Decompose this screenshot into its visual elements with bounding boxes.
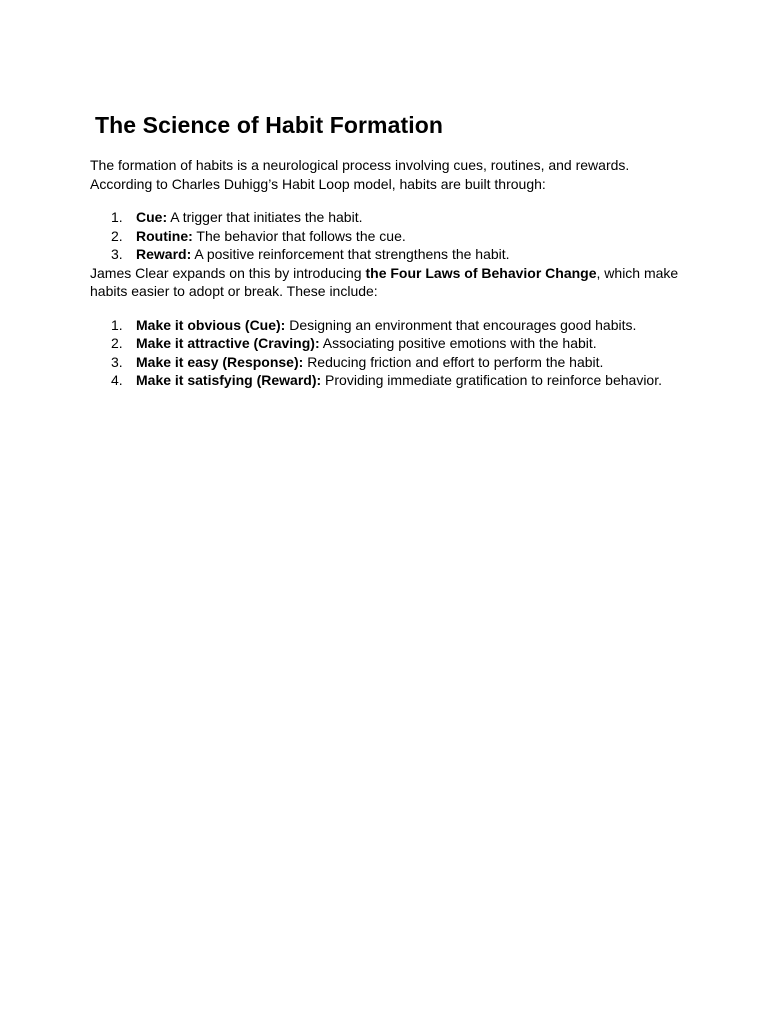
document-title: The Science of Habit Formation	[95, 112, 444, 138]
para2-bold-phrase: the Four Laws of Behavior Change	[365, 264, 597, 281]
list-number: 2.	[111, 227, 123, 244]
list-number: 2.	[111, 335, 123, 351]
list-item	[90, 334, 690, 353]
list-item	[90, 208, 690, 227]
document-page	[90, 108, 690, 390]
list-description: Providing immediate gratification to reinforce behavior.	[325, 372, 662, 388]
list-number: 1.	[111, 316, 123, 333]
list-description: Designing an environment that encourages good habits.	[289, 316, 637, 333]
list-term: Routine:	[136, 227, 193, 244]
list-description: A trigger that initiates the habit.	[170, 209, 363, 225]
para2-before: James Clear expands on this by introducing	[90, 264, 366, 281]
list-description: A positive reinforcement that strengthens the habit.	[194, 246, 510, 262]
four-laws-paragraph	[90, 264, 690, 301]
intro-line-2: According to Charles Duhigg’s Habit Loop model, habits are built through:	[90, 175, 546, 192]
para2-line-2: habits easier to adopt or break. These include:	[90, 283, 378, 299]
four-laws-list	[90, 316, 690, 390]
list-item	[90, 371, 690, 390]
intro-line-1: The formation of habits is a neurological process involving cues, routines, and rewards.	[90, 157, 630, 173]
list-item	[90, 316, 690, 335]
list-description: Reducing friction and effort to perform the habit.	[307, 353, 604, 370]
habit-loop-list	[90, 208, 690, 264]
list-number: 3.	[111, 353, 123, 370]
intro-paragraph	[90, 156, 690, 193]
list-description: The behavior that follows the cue.	[196, 227, 406, 244]
para2-after: , which make	[596, 264, 679, 281]
list-item	[90, 227, 690, 246]
list-number: 1.	[111, 209, 123, 225]
list-description: Associating positive emotions with the habit.	[322, 335, 597, 351]
list-term: Make it attractive (Craving):	[136, 335, 320, 351]
list-item	[90, 245, 690, 264]
list-number: 3.	[111, 246, 123, 262]
list-term: Make it easy (Response):	[136, 353, 304, 370]
list-term: Reward:	[136, 246, 192, 262]
list-number: 4.	[111, 372, 123, 388]
list-item	[90, 353, 690, 372]
list-term: Make it obvious (Cue):	[136, 316, 286, 333]
list-term: Cue:	[136, 209, 168, 225]
list-term: Make it satisfying (Reward):	[136, 372, 322, 388]
